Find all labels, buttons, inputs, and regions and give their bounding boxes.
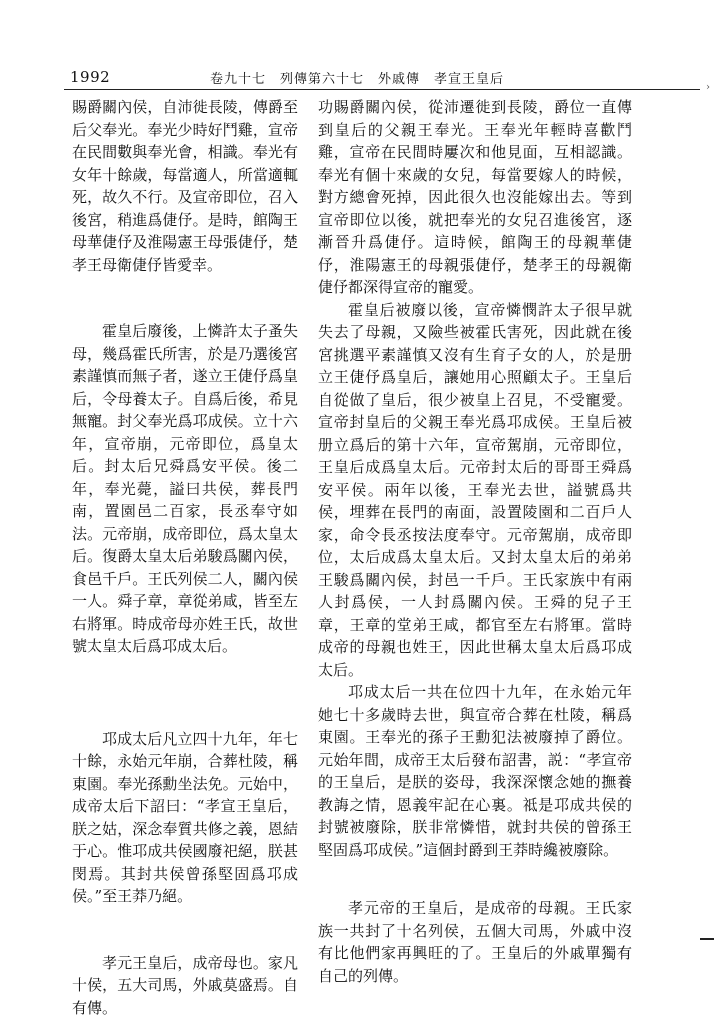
running-title: 卷九十七 列傳第六十七 外戚傳 孝宣王皇后 (210, 68, 504, 87)
left-column-original-text (72, 96, 298, 1019)
left-paragraph-2: 霍皇后廢後，上憐許太子蚤失母，幾爲霍氏所害，於是乃選後宮素謹慎而無子者，遂立王倢伃爲皇后，令母養太子。自爲后後，希見無寵。封父奉光爲邛成侯。立十六年，宣帝崩，元帝即位，爲皇太后。封太后兄舜爲安平侯。後二年，奉光薨，謚曰共侯，葬長門南，置園邑二百家，長丞奉守如法。元帝崩，成帝即位，爲太皇太后。復爵太皇太后弟駿爲關內侯，食邑千戶。王氏列侯二人，關內侯一人。舜子章，章從弟咸，皆至左右將軍。時成帝母亦姓王氏，故世號太皇太后爲邛成太后。 (72, 320, 298, 658)
right-paragraph-1: 功賜爵關內侯，從沛遷徙到長陵，爵位一直傳到皇后的父親王奉光。王奉光年輕時喜歡鬥雞，宣帝在民間時屢次和他見面，互相認識。奉光有個十來歲的女兒，每當要嫁人的時候，對方總會死掉，因此很久也沒能嫁出去。等到宣帝即位以後，就把奉光的女兒召進後宮，逐漸晉升爲倢伃。這時候，館陶王的母親華倢伃，淮陽憲王的母親張倢伃，楚孝王的母親衛倢伃都深得宣帝的寵愛。 (318, 96, 632, 299)
page-header (0, 58, 716, 88)
left-paragraph-4: 孝元王皇后，成帝母也。家凡十侯，五大司馬，外戚莫盛焉。自有傳。 (72, 952, 298, 1019)
page-number: 1992 (70, 68, 110, 86)
right-paragraph-2: 霍皇后被廢以後，宣帝憐憫許太子很早就失去了母親，又險些被霍氏害死，因此就在後宮挑選平素謹慎又沒有生育子女的人，於是册立王倢伃爲皇后，讓她用心照顧太子。王皇后自從做了皇后，很少被皇上召見，不受寵愛。宣帝封皇后的父親王奉光爲邛成侯。王皇后被册立爲后的第十六年，宣帝駕崩，元帝即位，王皇后成爲皇太后。元帝封太后的哥哥王舜爲安平侯。兩年以後，王奉光去世，謚號爲共侯，埋葬在長門的南面，設置陵園和二百戶人家，命令長丞按法度奉守。元帝駕崩，成帝即位，太后成爲太皇太后。又封太皇太后的弟弟王駿爲關內侯，封邑一千戶。王氏家族中有兩人封爲侯，一人封爲關內侯。王舜的兒子王章，王章的堂弟王咸，都官至左右將軍。當時成帝的母親也姓王，因此世稱太皇太后爲邛成太后。 (318, 299, 632, 682)
edge-dash (700, 938, 714, 940)
left-paragraph-3: 邛成太后凡立四十九年，年七十餘，永始元年崩，合葬杜陵，稱東園。奉光孫勳坐法免。元始中，成帝太后下詔曰：“孝宣王皇后，朕之姑，深念奉質共修之義，恩結于心。惟邛成共侯國廢祀絕，朕甚閔焉。其封共侯曾孫堅固爲邛成侯。”至王莽乃絕。 (72, 728, 298, 908)
right-column-translation (318, 96, 632, 987)
right-paragraph-3: 邛成太后一共在位四十九年，在永始元年她七十多歲時去世，與宣帝合葬在杜陵，稱爲東園。王奉光的孫子王勳犯法被廢掉了爵位。元始年間，成帝王太后發布詔書，説：“孝宣帝的王皇后，是朕的姿母，我深深懷念她的撫養教誨之情，恩義牢記在心裏。祗是邛成共侯的封號被廢除，朕非常憐惜，就封共侯的曾孫王堅固爲邛成侯。”這個封爵到王莽時纔被廢除。 (318, 681, 632, 861)
edge-mark: › (706, 82, 710, 93)
left-paragraph-1: 賜爵關內侯，自沛徙長陵，傳爵至后父奉光。奉光少時好鬥雞，宣帝在民間數與奉光會，相識。奉光有女年十餘歲，每當適人，所當適輒死，故久不行。及宣帝即位，召入後宮，稍進爲倢伃。是時，館陶王母華倢伃及淮陽憲王母張倢伃，楚孝王母衛倢伃皆愛幸。 (72, 96, 298, 276)
header-rule (64, 89, 700, 90)
right-paragraph-4: 孝元帝的王皇后，是成帝的母親。王氏家族一共封了十名列侯，五個大司馬，外戚中沒有比他們家再興旺的了。王皇后的外戚單獨有自己的列傳。 (318, 897, 632, 987)
